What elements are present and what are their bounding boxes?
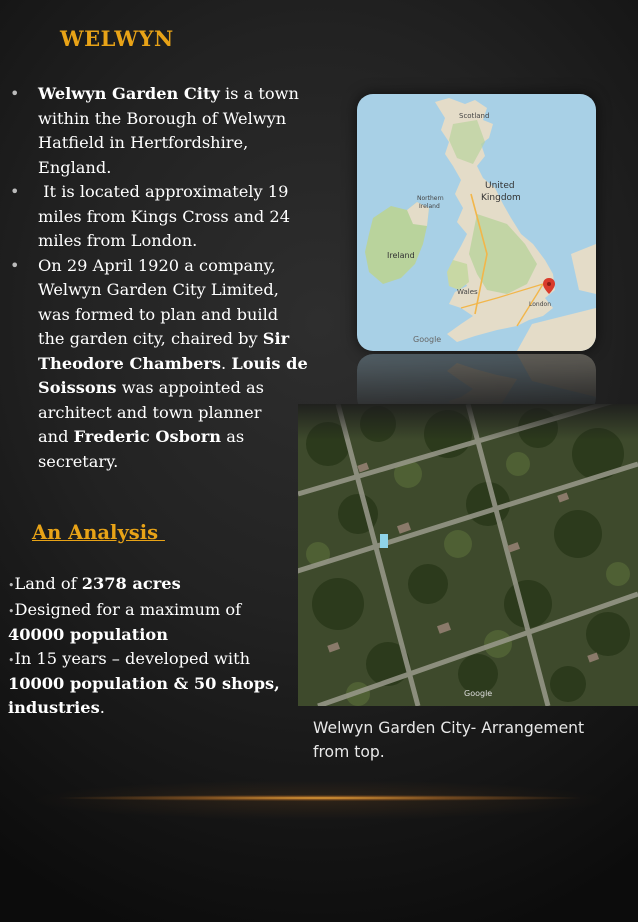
bold-text: Welwyn Garden City	[38, 84, 220, 103]
bold-text: Louis de	[231, 353, 308, 373]
text: is a town	[219, 84, 299, 103]
aerial-svg	[298, 404, 638, 706]
text: In 15 years – developed with	[14, 648, 251, 668]
intro-bullets	[10, 82, 340, 474]
text: miles from London.	[38, 231, 198, 250]
bullet-dot-icon: •	[8, 653, 15, 667]
bullet-dot-icon: •	[10, 182, 20, 201]
bold-text: industries	[8, 697, 100, 717]
bullet-dot-icon: •	[10, 255, 20, 275]
photo-caption	[313, 716, 633, 764]
text: England.	[38, 157, 112, 177]
map-label: Wales	[457, 288, 478, 296]
analysis-item	[8, 647, 308, 673]
map-label: Ireland	[387, 251, 415, 260]
text: It is located approximately 19	[38, 182, 289, 201]
text: was appointed as	[116, 378, 264, 397]
text: as	[221, 427, 245, 446]
aerial-photo	[298, 404, 638, 706]
text: On 29 April 1920 a company,	[38, 255, 276, 275]
text: and	[38, 427, 74, 446]
analysis-item	[8, 572, 308, 598]
text: architect and town planner	[38, 402, 262, 422]
text: Hatfield in Hertfordshire,	[38, 133, 249, 152]
bold-text: 10000 population & 50 shops,	[8, 674, 280, 693]
bullet-dot-icon: •	[8, 579, 15, 592]
uk-map-svg	[357, 94, 596, 351]
slide-title: WELWYN	[60, 26, 174, 51]
bold-text: 2378 acres	[81, 574, 181, 593]
glow-divider	[60, 795, 580, 801]
text: miles from Kings Cross and 24	[38, 206, 291, 226]
text: within the Borough of Welwyn	[38, 108, 287, 128]
uk-map-image	[357, 94, 596, 351]
bold-text: Frederic Osborn	[73, 427, 222, 446]
analysis-item-cont	[8, 696, 308, 720]
bullet-item	[10, 254, 340, 475]
caption-line: Welwyn Garden City- Arrangement	[313, 719, 585, 737]
analysis-item-cont	[8, 672, 308, 696]
map-label: Ireland	[419, 203, 440, 210]
text: the garden city, chaired by	[38, 329, 263, 348]
text: was formed to plan and build	[38, 304, 279, 324]
bullet-item	[10, 82, 340, 180]
caption-line: from top.	[313, 743, 385, 761]
analysis-heading: An Analysis	[32, 521, 165, 544]
bold-text: 40000 population	[8, 625, 168, 644]
bullet-item	[10, 180, 340, 254]
bold-text: Soissons	[38, 378, 117, 397]
text: .	[99, 697, 105, 717]
map-label: London	[529, 301, 551, 308]
aerial-watermark: Google	[464, 689, 493, 698]
text: secretary.	[38, 451, 119, 471]
bullet-dot-icon: •	[8, 604, 15, 618]
text: .	[221, 353, 232, 373]
map-label: United	[485, 181, 515, 191]
map-watermark: Google	[413, 335, 442, 344]
analysis-list	[8, 572, 308, 719]
text: Land of	[14, 574, 82, 593]
text: Designed for a maximum of	[14, 599, 242, 619]
map-label: Kingdom	[481, 193, 521, 203]
bold-text: Sir	[262, 329, 290, 348]
map-label: Scotland	[459, 112, 490, 120]
map-label: Northern	[417, 195, 444, 202]
bold-text: Theodore Chambers	[38, 353, 222, 373]
analysis-item	[8, 598, 308, 624]
analysis-item-cont	[8, 623, 308, 647]
text: Welwyn Garden City Limited,	[38, 280, 279, 299]
bullet-dot-icon: •	[10, 84, 20, 103]
